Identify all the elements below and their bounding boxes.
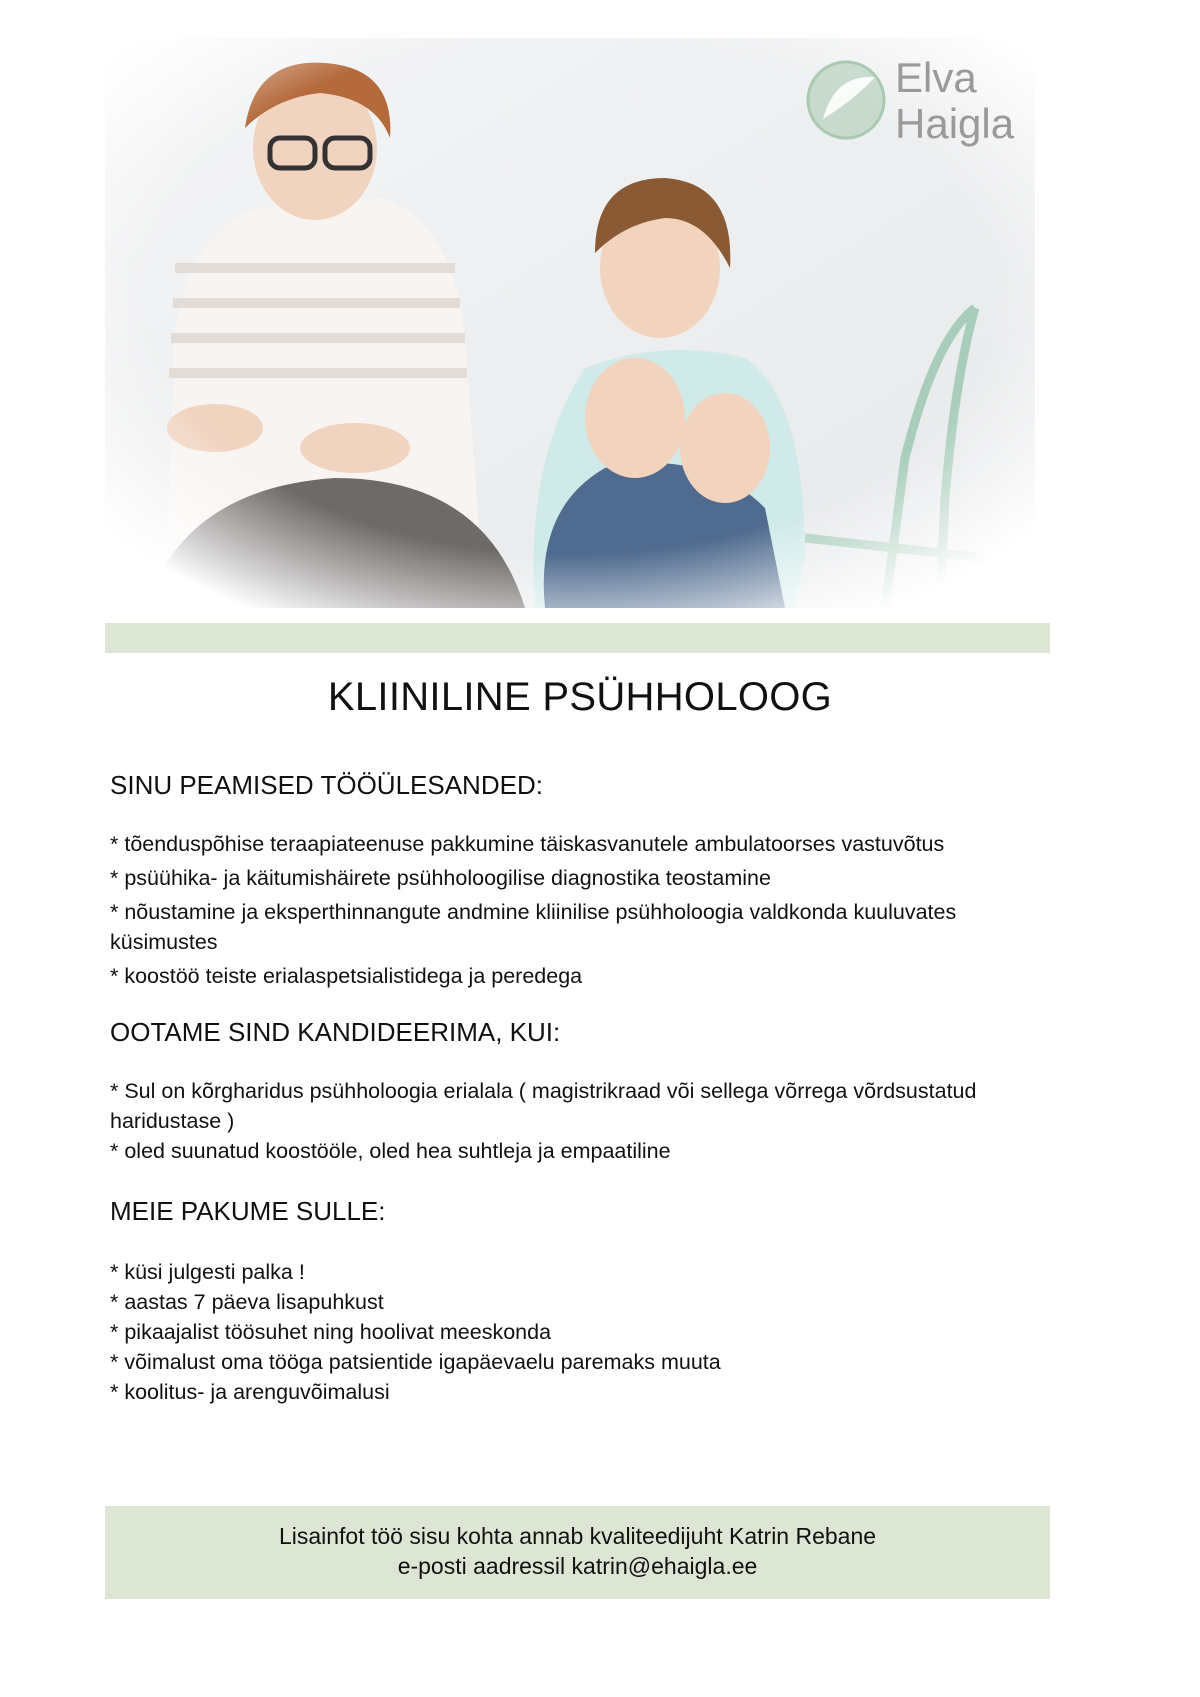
section-heading: OOTAME SIND KANDIDEERIMA, KUI: [110, 1017, 561, 1047]
list-item: * pikaajalist töösuhet ning hoolivat meeskonda [110, 1320, 552, 1344]
logo-text [895, 55, 1014, 147]
job-description [110, 770, 1010, 1407]
list-item: * psüühika- ja käitumishäirete psühholoogilise diagnostika teostamine [110, 866, 771, 890]
contact-box [105, 1506, 1050, 1599]
section-requirements [110, 1017, 1010, 1166]
accent-bar-top [105, 623, 1050, 653]
page-title: KLIINILINE PSÜHHOLOOG [327, 675, 833, 719]
contact-line-2[interactable]: e-posti aadressil katrin@ehaigla.ee [397, 1553, 758, 1579]
section-heading: MEIE PAKUME SULLE: [110, 1196, 386, 1226]
list-item: * aastas 7 päeva lisapuhkust [110, 1290, 384, 1314]
requirements-list [110, 1076, 1010, 1166]
list-item: * Sul on kõrgharidus psühholoogia erialala ( magistrikraad või sellega võrrega võrdsustatud haridustase ) [110, 1079, 977, 1133]
task-list [110, 829, 1010, 991]
offer-list [110, 1257, 1010, 1407]
list-item: * oled suunatud koostööle, oled hea suhtleja ja empaatiline [110, 1139, 671, 1163]
list-item: * koolitus- ja arenguvõimalusi [110, 1380, 390, 1404]
section-heading: SINU PEAMISED TÖÖÜLESANDED: [110, 770, 543, 800]
list-item: * küsi julgesti palka ! [110, 1260, 305, 1284]
list-item: * tõenduspõhise teraapiateenuse pakkumine täiskasvanutele ambulatoorses vastuvõtus [110, 832, 945, 856]
section-tasks [110, 770, 1010, 991]
list-item: * võimalust oma tööga patsientide igapäevaelu paremaks muuta [110, 1350, 721, 1374]
list-item: * nõustamine ja eksperthinnangute andmine kliinilise psühholoogia valdkonda kuuluvates küsimustes [110, 900, 957, 954]
logo-leaf-icon [805, 59, 887, 141]
contact-line-1: Lisainfot töö sisu kohta annab kvaliteedijuht Katrin Rebane [278, 1523, 877, 1549]
logo-line-1: Elva [895, 54, 977, 101]
list-item: * koostöö teiste erialaspetsialistidega ja peredega [110, 964, 583, 988]
section-offer [110, 1196, 1010, 1407]
elva-haigla-logo [805, 55, 1025, 150]
logo-line-2: Haigla [895, 100, 1015, 147]
